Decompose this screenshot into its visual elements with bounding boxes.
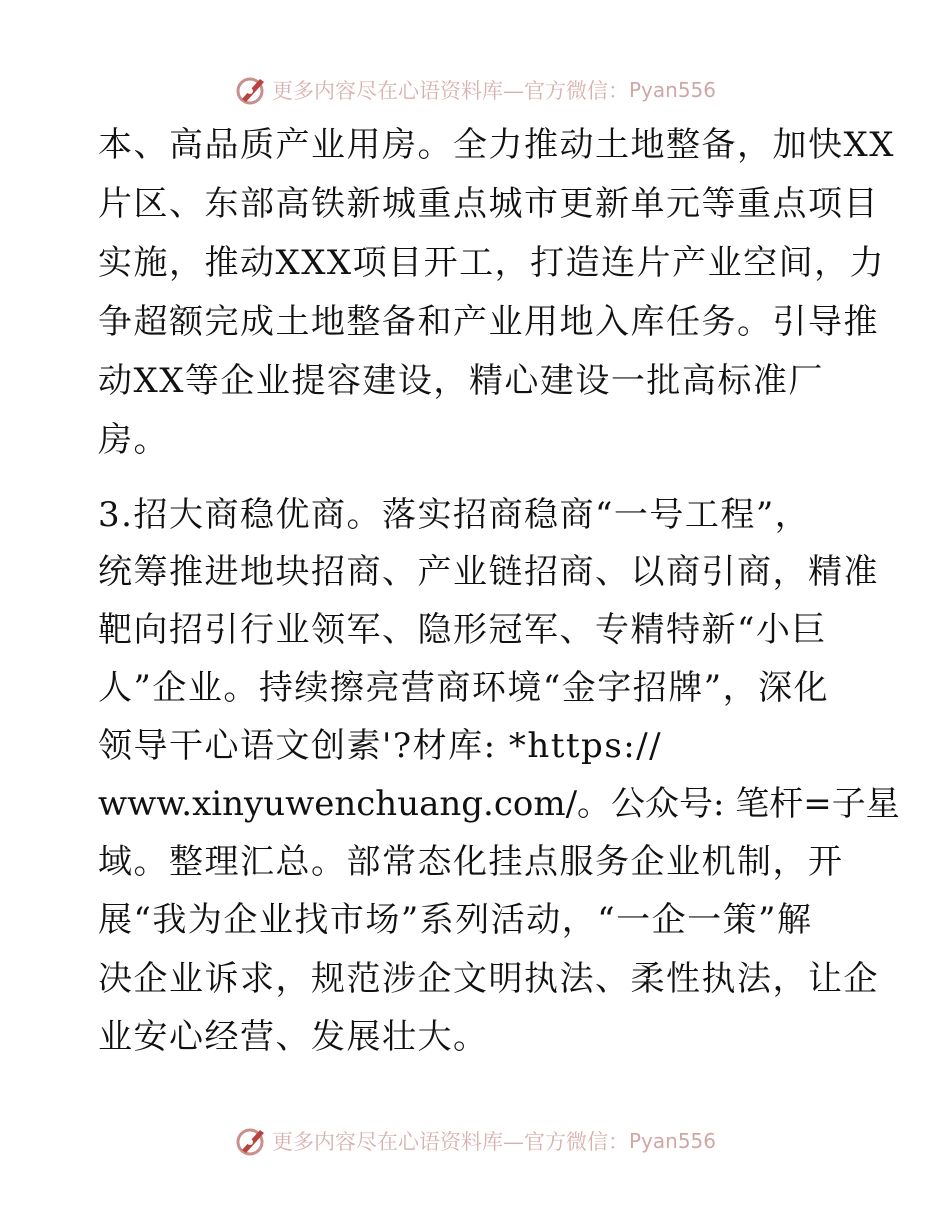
text-line: 动XX等企业提容建设，精心建设一批高标准厂 xyxy=(98,361,824,401)
watermark-logo-icon xyxy=(234,73,268,107)
watermark-text: 更多内容尽在心语资料库—官方微信： xyxy=(271,1130,629,1154)
text-line: 争超额完成土地整备和产业用地入库任务。引导推 xyxy=(98,302,879,342)
text-line: 业安心经营、发展壮大。 xyxy=(98,1017,489,1057)
text-line: 片区、东部高铁新城重点城市更新单元等重点项目 xyxy=(98,184,879,224)
text-line: 领导干心语文创素'?材库: *https:// xyxy=(98,726,663,766)
text-line: www.xinyuwenchuang.com/。公众号: 笔杆=子星 xyxy=(98,784,900,824)
text-line: 靶向招引行业领军、隐形冠军、专精特新“小巨 xyxy=(98,610,827,650)
watermark-text: 更多内容尽在心语资料库—官方微信： xyxy=(271,79,629,103)
text-line: 统筹推进地块招商、产业链招商、以商引商，精准 xyxy=(98,552,879,592)
watermark-wechat-id: Pyan556 xyxy=(628,1129,716,1153)
header-watermark xyxy=(0,70,950,110)
text-line: 人”企业。持续擦亮营商环境“金字招牌”，深化 xyxy=(98,668,830,708)
text-line: 展“我为企业找市场”系列活动，“一企一策”解 xyxy=(98,900,813,940)
text-line: 本、高品质产业用房。全力推动土地整备，加快XX xyxy=(98,125,895,165)
watermark-logo-icon xyxy=(234,1124,268,1158)
text-line: 域。整理汇总。部常态化挂点服务企业机制，开 xyxy=(98,842,844,882)
watermark-wechat-id: Pyan556 xyxy=(628,78,716,102)
footer-watermark xyxy=(0,1121,950,1161)
section-heading-line: 3.招大商稳优商。落实招商稳商“一号工程”， xyxy=(98,495,811,535)
text-line: 决企业诉求，规范涉企文明执法、柔性执法，让企 xyxy=(98,959,879,999)
text-line: 房。 xyxy=(98,420,169,460)
text-line: 实施，推动XXX项目开工，打造连片产业空间，力 xyxy=(98,243,886,283)
